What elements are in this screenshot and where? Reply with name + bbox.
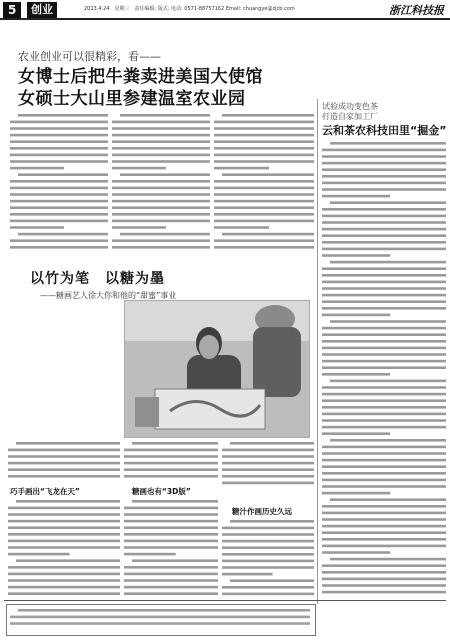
text-line bbox=[16, 500, 120, 503]
text-line bbox=[112, 226, 166, 229]
text-line bbox=[322, 485, 446, 488]
text-line bbox=[230, 579, 314, 582]
text-line bbox=[322, 182, 446, 185]
page-number: 5 bbox=[3, 2, 21, 18]
feature-body-col-3a bbox=[222, 440, 314, 490]
text-line bbox=[222, 593, 314, 596]
text-lines-graphic bbox=[10, 112, 108, 252]
feature-body-intro bbox=[8, 440, 120, 480]
text-line bbox=[10, 121, 108, 124]
sidebar-subtitle bbox=[322, 102, 378, 122]
text-line bbox=[222, 482, 314, 485]
text-line bbox=[322, 294, 446, 297]
text-line bbox=[322, 518, 446, 521]
masthead bbox=[0, 0, 450, 20]
text-line bbox=[322, 287, 446, 290]
text-line bbox=[124, 579, 218, 582]
text-line bbox=[10, 226, 64, 229]
text-line bbox=[330, 498, 446, 501]
text-line bbox=[112, 239, 210, 242]
text-line bbox=[322, 545, 446, 548]
text-line bbox=[322, 406, 446, 409]
text-line bbox=[112, 147, 210, 150]
text-line bbox=[322, 155, 446, 158]
text-line bbox=[222, 462, 314, 465]
text-line bbox=[214, 193, 314, 196]
newspaper-name: 浙江科技报 bbox=[389, 4, 444, 17]
lead-body-col-3 bbox=[214, 112, 314, 252]
text-line bbox=[322, 175, 446, 178]
text-line bbox=[10, 616, 310, 619]
text-line bbox=[222, 546, 314, 549]
text-line bbox=[112, 160, 210, 163]
subhead-b: 糖画也有“3D版” bbox=[132, 487, 191, 496]
text-line bbox=[322, 215, 446, 218]
text-line bbox=[8, 533, 120, 536]
text-line bbox=[18, 233, 108, 236]
text-line bbox=[322, 386, 446, 389]
text-line bbox=[222, 586, 314, 589]
text-line bbox=[112, 193, 210, 196]
text-line bbox=[322, 393, 446, 396]
text-line bbox=[214, 220, 314, 223]
subhead-a: 巧手画出“飞龙在天” bbox=[10, 487, 80, 496]
text-line bbox=[124, 462, 218, 465]
text-lines-graphic bbox=[124, 498, 218, 598]
text-line bbox=[222, 540, 314, 543]
text-line bbox=[112, 127, 210, 130]
text-lines-graphic bbox=[222, 440, 314, 490]
text-line bbox=[322, 505, 446, 508]
text-line bbox=[222, 566, 314, 569]
text-line bbox=[8, 566, 120, 569]
subhead-c: 糖汁作画历史久远 bbox=[232, 507, 292, 516]
text-line bbox=[120, 173, 210, 176]
text-line bbox=[8, 468, 120, 471]
text-line bbox=[124, 533, 218, 536]
text-lines-graphic bbox=[124, 440, 218, 482]
text-line bbox=[322, 399, 446, 402]
text-line bbox=[124, 526, 218, 529]
text-line bbox=[214, 200, 314, 203]
text-line bbox=[10, 187, 108, 190]
text-line bbox=[322, 248, 446, 251]
text-line bbox=[322, 373, 390, 376]
text-line bbox=[18, 114, 108, 117]
text-line bbox=[222, 233, 314, 236]
text-line bbox=[112, 121, 210, 124]
text-line bbox=[10, 167, 64, 170]
text-line bbox=[222, 468, 314, 471]
text-line bbox=[330, 201, 446, 204]
text-line bbox=[322, 267, 446, 270]
text-line bbox=[8, 586, 120, 589]
text-line bbox=[120, 233, 210, 236]
text-line bbox=[322, 426, 446, 429]
text-line bbox=[124, 553, 176, 556]
text-line bbox=[322, 512, 446, 515]
text-line bbox=[322, 591, 446, 594]
text-line bbox=[124, 540, 218, 543]
text-line bbox=[10, 200, 108, 203]
feature-body-col-3b bbox=[222, 518, 314, 598]
text-line bbox=[322, 274, 446, 277]
text-line bbox=[322, 551, 390, 554]
text-line bbox=[124, 507, 218, 510]
text-line bbox=[16, 559, 120, 562]
text-line bbox=[322, 254, 390, 257]
text-line bbox=[10, 220, 108, 223]
text-line bbox=[112, 140, 210, 143]
lead-body-col-2 bbox=[112, 112, 210, 252]
text-line bbox=[10, 193, 108, 196]
text-line bbox=[8, 462, 120, 465]
text-lines-graphic bbox=[10, 607, 310, 631]
text-line bbox=[214, 226, 269, 229]
text-line bbox=[124, 566, 218, 569]
text-line bbox=[10, 154, 108, 157]
text-line bbox=[322, 360, 446, 363]
text-line bbox=[322, 228, 446, 231]
text-line bbox=[112, 134, 210, 137]
text-line bbox=[8, 520, 120, 523]
text-line bbox=[10, 239, 108, 242]
text-line bbox=[222, 553, 314, 556]
text-line bbox=[322, 307, 446, 310]
lead-headline-2: 女硕士大山里参建温室农业园 bbox=[18, 89, 246, 109]
text-lines-graphic bbox=[214, 112, 314, 252]
text-line bbox=[8, 540, 120, 543]
text-line bbox=[322, 347, 446, 350]
text-line bbox=[18, 173, 108, 176]
text-line bbox=[322, 465, 446, 468]
text-line bbox=[112, 246, 210, 249]
text-line bbox=[214, 121, 314, 124]
text-line bbox=[322, 538, 446, 541]
text-line bbox=[222, 449, 314, 452]
text-line bbox=[322, 452, 446, 455]
text-line bbox=[112, 200, 210, 203]
text-line bbox=[322, 419, 446, 422]
text-line bbox=[8, 592, 120, 595]
text-line bbox=[10, 160, 108, 163]
text-line bbox=[222, 475, 314, 478]
text-line bbox=[222, 560, 314, 563]
text-line bbox=[322, 208, 446, 211]
text-line bbox=[112, 206, 210, 209]
feature-body-col-2a bbox=[124, 440, 218, 482]
text-line bbox=[214, 246, 314, 249]
text-line bbox=[222, 573, 273, 576]
text-line bbox=[112, 154, 210, 157]
text-line bbox=[10, 180, 108, 183]
text-line bbox=[10, 147, 108, 150]
text-line bbox=[214, 160, 314, 163]
text-line bbox=[330, 142, 446, 145]
text-line bbox=[322, 149, 446, 152]
text-line bbox=[322, 525, 446, 528]
text-line bbox=[112, 187, 210, 190]
text-line bbox=[124, 468, 218, 471]
text-line bbox=[322, 366, 446, 369]
candy-painting-photo bbox=[125, 301, 310, 438]
text-line bbox=[322, 353, 446, 356]
text-line bbox=[214, 187, 314, 190]
text-line bbox=[322, 281, 446, 284]
text-line bbox=[16, 442, 120, 445]
text-line bbox=[322, 327, 446, 330]
text-line bbox=[222, 455, 314, 458]
lead-kicker: 农业创业可以很精彩，看—— bbox=[18, 50, 161, 63]
text-line bbox=[10, 206, 108, 209]
text-line bbox=[10, 622, 310, 625]
text-line bbox=[322, 531, 446, 534]
text-line bbox=[8, 526, 120, 529]
text-line bbox=[124, 475, 218, 478]
text-line bbox=[322, 333, 446, 336]
text-line bbox=[214, 147, 314, 150]
notice-text bbox=[10, 607, 310, 633]
text-line bbox=[8, 573, 120, 576]
text-line bbox=[124, 449, 218, 452]
text-line bbox=[8, 553, 70, 556]
text-line bbox=[8, 449, 120, 452]
text-line bbox=[124, 592, 218, 595]
text-lines-graphic bbox=[222, 518, 314, 598]
text-line bbox=[214, 127, 314, 130]
feature-body-col-2b bbox=[124, 498, 218, 598]
sidebar-body bbox=[322, 140, 446, 595]
text-line bbox=[330, 320, 446, 323]
text-line bbox=[322, 571, 446, 574]
text-line bbox=[322, 168, 446, 171]
text-line bbox=[132, 442, 218, 445]
text-lines-graphic bbox=[8, 440, 120, 480]
sidebar-subtitle-1: 试验成功变色茶 bbox=[322, 102, 378, 111]
text-line bbox=[10, 134, 108, 137]
text-line bbox=[112, 180, 210, 183]
text-line bbox=[112, 213, 210, 216]
text-line bbox=[230, 442, 314, 445]
text-line bbox=[112, 220, 210, 223]
text-line bbox=[10, 246, 108, 249]
text-line bbox=[132, 559, 218, 562]
text-line bbox=[124, 513, 218, 516]
text-line bbox=[214, 180, 314, 183]
text-line bbox=[214, 167, 269, 170]
text-line bbox=[322, 340, 446, 343]
text-line bbox=[124, 586, 218, 589]
text-line bbox=[124, 546, 218, 549]
text-line bbox=[124, 573, 218, 576]
feature-title: 以竹为笔 以糖为墨 bbox=[30, 271, 165, 287]
text-line bbox=[214, 206, 314, 209]
text-line bbox=[222, 527, 314, 530]
text-line bbox=[330, 380, 446, 383]
text-line bbox=[322, 413, 446, 416]
feature-photo bbox=[124, 300, 310, 438]
text-line bbox=[214, 154, 314, 157]
text-line bbox=[214, 239, 314, 242]
text-line bbox=[322, 221, 446, 224]
text-line bbox=[322, 492, 390, 495]
text-line bbox=[322, 234, 446, 237]
text-line bbox=[322, 432, 390, 435]
text-line bbox=[8, 475, 120, 478]
text-line bbox=[330, 558, 446, 561]
text-line bbox=[222, 173, 314, 176]
text-line bbox=[322, 300, 446, 303]
text-line bbox=[8, 513, 120, 516]
text-line bbox=[222, 533, 314, 536]
text-lines-graphic bbox=[322, 140, 446, 595]
text-line bbox=[330, 439, 446, 442]
text-line bbox=[322, 578, 446, 581]
section-label: 创业 bbox=[27, 2, 57, 18]
sidebar-title: 云和茶农科技田里“掘金” bbox=[322, 124, 447, 137]
text-line bbox=[322, 584, 446, 587]
lead-body-col-1 bbox=[10, 112, 108, 252]
footer-divider bbox=[4, 600, 446, 601]
text-line bbox=[120, 114, 210, 117]
text-lines-graphic bbox=[112, 112, 210, 252]
feature-subtitle: ——糖画艺人徐大你和他的“甜蜜”事业 bbox=[40, 291, 177, 300]
text-line bbox=[322, 314, 390, 317]
text-line bbox=[18, 609, 310, 612]
text-line bbox=[322, 479, 446, 482]
text-line bbox=[8, 546, 120, 549]
text-line bbox=[322, 241, 446, 244]
text-line bbox=[322, 188, 446, 191]
text-line bbox=[322, 446, 446, 449]
text-line bbox=[322, 195, 390, 198]
text-line bbox=[330, 261, 446, 264]
text-line bbox=[8, 507, 120, 510]
text-line bbox=[214, 134, 314, 137]
column-divider bbox=[317, 99, 318, 604]
text-line bbox=[230, 520, 314, 523]
text-line bbox=[112, 167, 166, 170]
text-lines-graphic bbox=[8, 498, 120, 598]
text-line bbox=[10, 213, 108, 216]
text-line bbox=[322, 459, 446, 462]
text-line bbox=[124, 455, 218, 458]
text-line bbox=[222, 114, 314, 117]
text-line bbox=[322, 162, 446, 165]
text-line bbox=[10, 127, 108, 130]
text-line bbox=[322, 564, 446, 567]
lead-headline-1: 女博士后把牛粪卖进美国大使馆 bbox=[18, 67, 263, 87]
text-line bbox=[132, 500, 218, 503]
sidebar-subtitle-2: 打造自家加工厂 bbox=[322, 112, 378, 121]
feature-body-col-1 bbox=[8, 498, 120, 598]
text-line bbox=[124, 520, 218, 523]
masthead-meta: 2013.4.24 星期三 责任编辑: 版式: 电话: 0571-88757162 Email: chuangye@zjcb.com bbox=[84, 6, 295, 12]
text-line bbox=[10, 140, 108, 143]
text-line bbox=[322, 472, 446, 475]
text-line bbox=[214, 140, 314, 143]
text-line bbox=[8, 579, 120, 582]
text-line bbox=[214, 213, 314, 216]
text-line bbox=[8, 455, 120, 458]
